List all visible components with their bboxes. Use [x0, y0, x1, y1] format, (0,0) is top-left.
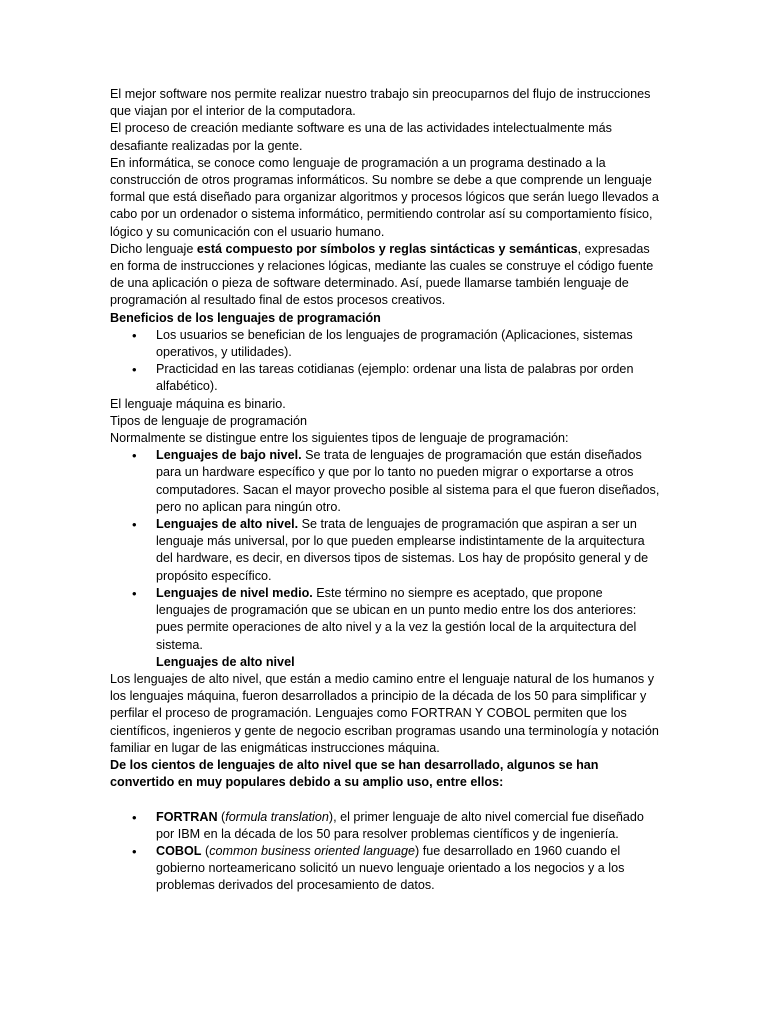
tipo-text: Este término no siempre es aceptado, que propone lenguajes de programación que se ubican en un punto medio entre los dos anteriores: pues permite operaciones de alto nivel y a la vez la gestión local de la arquitectura del sistema.: [156, 585, 637, 652]
heading-beneficios: Beneficios de los lenguajes de programación: [110, 310, 381, 325]
dicho-lenguaje-rest: , expresadas en forma de instrucciones y relaciones lógicas, mediante las cuales se construye el código fuente de una aplicación o pieza de software determinado. Así, puede llamarse también lenguaje de programación al resultado final de estos procesos creativos.: [110, 241, 654, 308]
dicho-lenguaje-bold: está compuesto por símbolos y reglas sintácticas y semánticas: [196, 241, 578, 256]
lenguaje-name: COBOL: [156, 843, 202, 858]
lenguaje-open: (: [201, 843, 210, 858]
lenguaje-rest: ) fue desarrollado en 1960 cuando el gobierno norteamericano solicitó un nuevo lenguaje orientado a los negocios y a los problemas derivados del procesamiento de datos.: [156, 843, 625, 893]
paragraph-dicho-lenguaje: [110, 241, 660, 310]
tipo-text: Se trata de lenguajes de programación que aspiran a ser un lenguaje más universal, por lo que pueden emplearse indistintamente de la arquitectura del hardware, es decir, en diversos tipos de sistemas. Los hay de propósito general y de propósito específico.: [156, 517, 649, 583]
document-body: [110, 86, 660, 895]
tipo-term: Lenguajes de nivel medio.: [156, 585, 313, 600]
blank-line: [110, 791, 660, 808]
list-beneficios: [110, 327, 660, 396]
list-tipos: [110, 447, 660, 653]
lenguaje-expansion: common business oriented language: [209, 843, 416, 858]
list-item-tipo-alto: [110, 516, 660, 585]
lenguaje-rest: ), el primer lenguaje de alto nivel comercial fue diseñado por IBM en la década de los 50 para resolver problemas científicos y de ingeniería.: [156, 809, 644, 841]
paragraph-distingue: Normalmente se distingue entre los siguientes tipos de lenguaje de programación:: [110, 431, 569, 446]
paragraph-software: El mejor software nos permite realizar nuestro trabajo sin preocuparnos del flujo de instrucciones que viajan por el interior de la computadora.: [110, 87, 651, 119]
lenguaje-name: FORTRAN: [156, 809, 218, 824]
tipo-text: Se trata de lenguajes de programación que están diseñados para un hardware específico y que por lo tanto no pueden migrar o exportarse a otros computadores. Sacan el mayor provecho posible al sistema para el que fueron diseñados, pero no aplican para ningún otro.: [156, 448, 660, 514]
list-item-beneficio: • Los usuarios se benefician de los lenguajes de programación (Aplicaciones, sistemas operativos, y utilidades).: [110, 327, 660, 361]
paragraph-creacion: El proceso de creación mediante software es una de las actividades intelectualmente más desafiante realizadas por la gente.: [110, 121, 612, 153]
paragraph-cientos: De los cientos de lenguajes de alto nivel que se han desarrollado, algunos se han convertido en muy populares debido a su amplio uso, entre ellos:: [110, 757, 599, 790]
paragraph-definicion: En informática, se conoce como lenguaje de programación a un programa destinado a la construcción de otros programas informáticos. Su nombre se debe a que comprende un lenguaje formal que está diseñado para organizar algoritmos y procesos lógicos que serán luego llevados a cabo por un ordenador o sistema informático, permitiendo controlar así su comportamiento físico, lógico y su comunicación con el usuario humano.: [110, 155, 659, 239]
list-lenguajes: [110, 809, 660, 895]
paragraph-tipos-title: Tipos de lenguaje de programación: [110, 413, 307, 428]
tipo-term: Lenguajes de alto nivel.: [156, 517, 299, 532]
dicho-lenguaje-intro: Dicho lenguaje: [110, 241, 197, 256]
tipo-term: Lenguajes de bajo nivel.: [156, 448, 302, 463]
list-item-beneficio: • Practicidad en las tareas cotidianas (ejemplo: ordenar una lista de palabras por orden alfabético).: [110, 361, 660, 395]
paragraph-alto-nivel: Los lenguajes de alto nivel, que están a medio camino entre el lenguaje natural de los humanos y los lenguajes máquina, fueron desarrollados a principio de la década de los 50 para simplificar y perfilar el proceso de programación. Lenguajes como FORTRAN Y COBOL permiten que los científicos, ingenieros y gente de negocio escriban programas usando una terminología y notación familiar en lugar de las enigmáticas instrucciones máquina.: [110, 671, 659, 755]
heading-alto-nivel: Lenguajes de alto nivel: [156, 654, 295, 669]
paragraph-binario: El lenguaje máquina es binario.: [110, 396, 286, 411]
list-item-cobol: [110, 843, 660, 895]
lenguaje-open: (: [217, 809, 226, 824]
list-item-tipo-bajo: [110, 447, 660, 516]
list-item-tipo-medio: [110, 585, 660, 654]
list-item-fortran: [110, 809, 660, 843]
lenguaje-expansion: formula translation: [225, 809, 329, 824]
